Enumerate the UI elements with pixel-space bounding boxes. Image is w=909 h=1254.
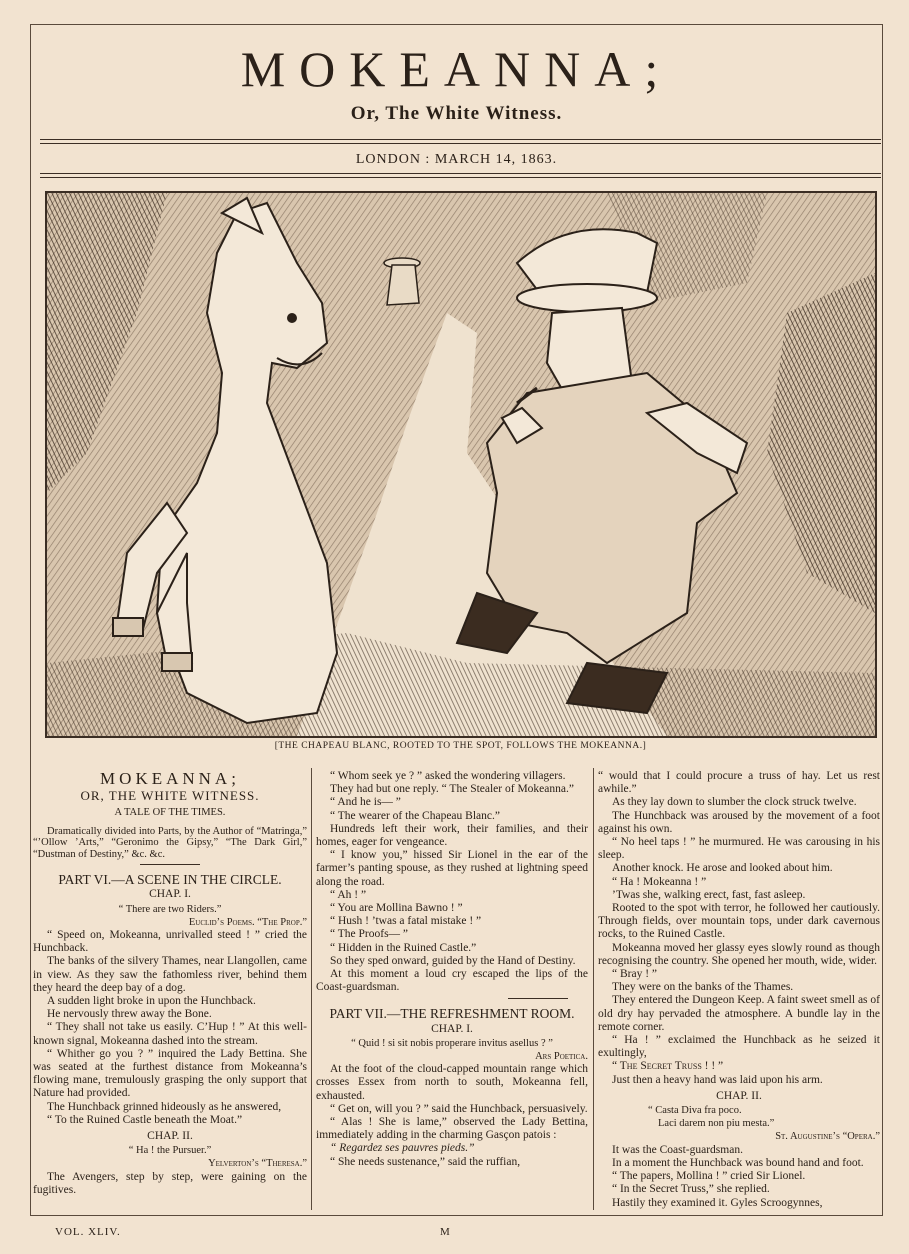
story-title: MOKEANNA; bbox=[100, 770, 240, 788]
chapter-heading: CHAP. II. bbox=[716, 1089, 762, 1102]
paragraph: Rooted to the spot with terror, he followed her cautiously. Through fields, over mountain tops, under dark cavernous rocks, to the Ruined Castle. bbox=[598, 902, 880, 941]
paragraph: “ To the Ruined Castle beneath the Moat.” bbox=[47, 1113, 243, 1126]
paragraph: “ Hush ! ’twas a fatal mistake ! ” bbox=[330, 915, 482, 928]
paragraph: It was the Coast-guardsman. bbox=[612, 1143, 743, 1156]
rule-bottom-double bbox=[40, 177, 881, 178]
paragraph: The banks of the silvery Thames, near Llangollen, came in view. As they saw the fathomless river, behind them they heard the deep bay of a dog. bbox=[33, 955, 307, 994]
masthead-title: MOKEANNA; bbox=[240, 41, 673, 97]
rule-top bbox=[40, 139, 881, 140]
paragraph: The Avengers, step by step, were gaining on the fugitives. bbox=[33, 1170, 307, 1196]
column-2 bbox=[316, 770, 588, 1210]
paragraph: “ The wearer of the Chapeau Blanc.” bbox=[330, 809, 500, 822]
illustration-caption: [THE CHAPEAU BLANC, ROOTED TO THE SPOT, FOLLOWS THE MOKEANNA.] bbox=[274, 741, 647, 751]
donkey-and-hunchback-engraving bbox=[47, 193, 875, 736]
paragraph: “ Regardez ses pauvres pieds.” bbox=[330, 1142, 475, 1155]
paragraph: “ No heel taps ! ” he murmured. He was carousing in his sleep. bbox=[598, 836, 880, 862]
paragraph: As they lay down to slumber the clock struck twelve. bbox=[612, 796, 857, 809]
distant-figure bbox=[384, 258, 420, 305]
rule-bottom bbox=[40, 173, 881, 174]
epigraph: “ Casta Diva fra poco. bbox=[648, 1105, 742, 1117]
paragraph: Hundreds left their work, their families, and their homes, eager for vengeance. bbox=[316, 822, 588, 849]
paragraph: Another knock. He arose and looked about him. bbox=[612, 862, 833, 875]
paragraph: They were on the banks of the Thames. bbox=[612, 981, 794, 994]
chapter-heading: CHAP. II. bbox=[147, 1129, 193, 1142]
story-intro: Dramatically divided into Parts, by the Author of “Matringa,” “’Ollow ’Arts,” “Geronimo the Gipsy,” “The Dark Girl,” “Dustman of Destiny,” &c. &c. bbox=[33, 825, 307, 860]
paragraph: “ would that I could procure a truss of hay. Let us rest awhile.” bbox=[598, 770, 880, 796]
part-heading: PART VI.—A SCENE IN THE CIRCLE. bbox=[58, 872, 282, 888]
paragraph: “ I know you,” hissed Sir Lionel in the ear of the farmer’s panting spouse, as they rushed at lightning speed along the road. bbox=[316, 849, 588, 888]
chapter-heading: CHAP. I. bbox=[149, 888, 191, 901]
epigraph-source: Yelverton’s “Theresa.” bbox=[208, 1158, 307, 1170]
paragraph: “ Hidden in the Ruined Castle.” bbox=[330, 941, 477, 954]
paragraph: At this moment a loud cry escaped the lips of the Coast-guardsman. bbox=[316, 968, 588, 994]
column-divider-1 bbox=[311, 768, 312, 1210]
paragraph: Just then a heavy hand was laid upon his arm. bbox=[612, 1073, 823, 1086]
column-1 bbox=[33, 770, 307, 1210]
masthead-subtitle: Or, The White Witness. bbox=[350, 103, 563, 124]
paragraph: The Hunchback grinned hideously as he answered, bbox=[47, 1100, 282, 1113]
paragraph: “ Ha ! ” exclaimed the Hunchback as he seized it exultingly, bbox=[598, 1034, 880, 1060]
paragraph: He nervously threw away the Bone. bbox=[47, 1008, 212, 1021]
story-subtitle: OR, THE WHITE WITNESS. bbox=[80, 788, 260, 804]
paragraph: “ She needs sustenance,” said the ruffian, bbox=[330, 1155, 521, 1168]
paragraph: In a moment the Hunchback was bound hand and foot. bbox=[612, 1156, 864, 1169]
paragraph: At the foot of the cloud-capped mountain range which crosses Essex from north to south, Mokeanna fell, exhausted. bbox=[316, 1063, 588, 1102]
paragraph: They entered the Dungeon Keep. A faint sweet smell as of old dry hay pervaded the atmosphere. A bundle lay in the remote corner. bbox=[598, 994, 880, 1033]
paragraph: ’Twas she, walking erect, fast, fast asleep. bbox=[612, 888, 806, 901]
paragraph: So they sped onward, guided by the Hand of Destiny. bbox=[330, 954, 576, 967]
section-rule bbox=[140, 864, 200, 865]
paragraph: “ Get on, will you ? ” said the Hunchback, persuasively. bbox=[330, 1102, 588, 1115]
paragraph: Mokeanna moved her glassy eyes slowly round as though recognising the country. She opened her mouth, wide, wider. bbox=[598, 941, 880, 967]
epigraph-source: Euclid’s Poems. “The Prop.” bbox=[188, 916, 307, 928]
epigraph-source: St. Augustine’s “Opera.” bbox=[775, 1131, 880, 1143]
part-heading: PART VII.—THE REFRESHMENT ROOM. bbox=[329, 1006, 575, 1022]
section-rule bbox=[508, 998, 568, 999]
paragraph: “ The Secret Truss ! ! ” bbox=[612, 1060, 724, 1073]
column-3 bbox=[598, 770, 880, 1210]
epigraph: “ Ha ! the Pursuer.” bbox=[128, 1145, 212, 1157]
paragraph: “ Speed on, Mokeanna, unrivalled steed ! ” cried the Hunchback. bbox=[33, 928, 307, 955]
paragraph: “ Whom seek ye ? ” asked the wondering villagers. bbox=[330, 770, 566, 782]
paragraph: “ You are Mollina Bawno ! ” bbox=[330, 902, 463, 915]
story-tagline: A TALE OF THE TIMES. bbox=[114, 807, 226, 819]
paragraph: Hastily they examined it. Gyles Scroogynnes, bbox=[612, 1196, 823, 1209]
paragraph: “ In the Secret Truss,” she replied. bbox=[612, 1183, 770, 1196]
epigraph-source: Ars Poetica. bbox=[535, 1051, 588, 1063]
epigraph: “ There are two Riders.” bbox=[118, 903, 222, 915]
paragraph: “ Ha ! Mokeanna ! ” bbox=[612, 875, 707, 888]
epigraph: “ Quid ! si sit nobis properare invitus asellus ? ” bbox=[351, 1037, 553, 1049]
paragraph: “ Ah ! ” bbox=[330, 888, 367, 901]
page-signature: M bbox=[440, 1226, 450, 1238]
paragraph: “ The Proofs— ” bbox=[330, 928, 409, 941]
paragraph: “ Whither go you ? ” inquired the Lady Bettina. She was seated at the furthest distance from Mokeanna’s flowing mane, tremulously grasping the only support that Nature had provided. bbox=[33, 1047, 307, 1100]
dateline: LONDON : MARCH 14, 1863. bbox=[355, 152, 558, 167]
paragraph: A sudden light broke in upon the Hunchback. bbox=[47, 994, 256, 1007]
paragraph: They had but one reply. “ The Stealer of Mokeanna.” bbox=[330, 783, 574, 796]
volume-label: VOL. XLIV. bbox=[55, 1226, 121, 1238]
paragraph: “ Bray ! ” bbox=[612, 968, 658, 981]
chapter-heading: CHAP. I. bbox=[431, 1022, 473, 1035]
paragraph: “ And he is— ” bbox=[330, 796, 401, 809]
paragraph: “ The papers, Mollina ! ” cried Sir Lionel. bbox=[612, 1170, 806, 1183]
engraving-illustration bbox=[45, 191, 877, 738]
column-divider-2 bbox=[593, 768, 594, 1210]
epigraph: Laci darem non piu mesta.” bbox=[658, 1118, 775, 1130]
paragraph: “ Alas ! She is lame,” observed the Lady Bettina, immediately adding in the charming Gasçon patois : bbox=[316, 1116, 588, 1142]
paragraph: “ They shall not take us easily. C’Hup ! ” At this well-known signal, Mokeanna dashed into the stream. bbox=[33, 1021, 307, 1047]
rule-top-double bbox=[40, 143, 881, 144]
paragraph: The Hunchback was aroused by the movement of a foot against his own. bbox=[598, 809, 880, 835]
